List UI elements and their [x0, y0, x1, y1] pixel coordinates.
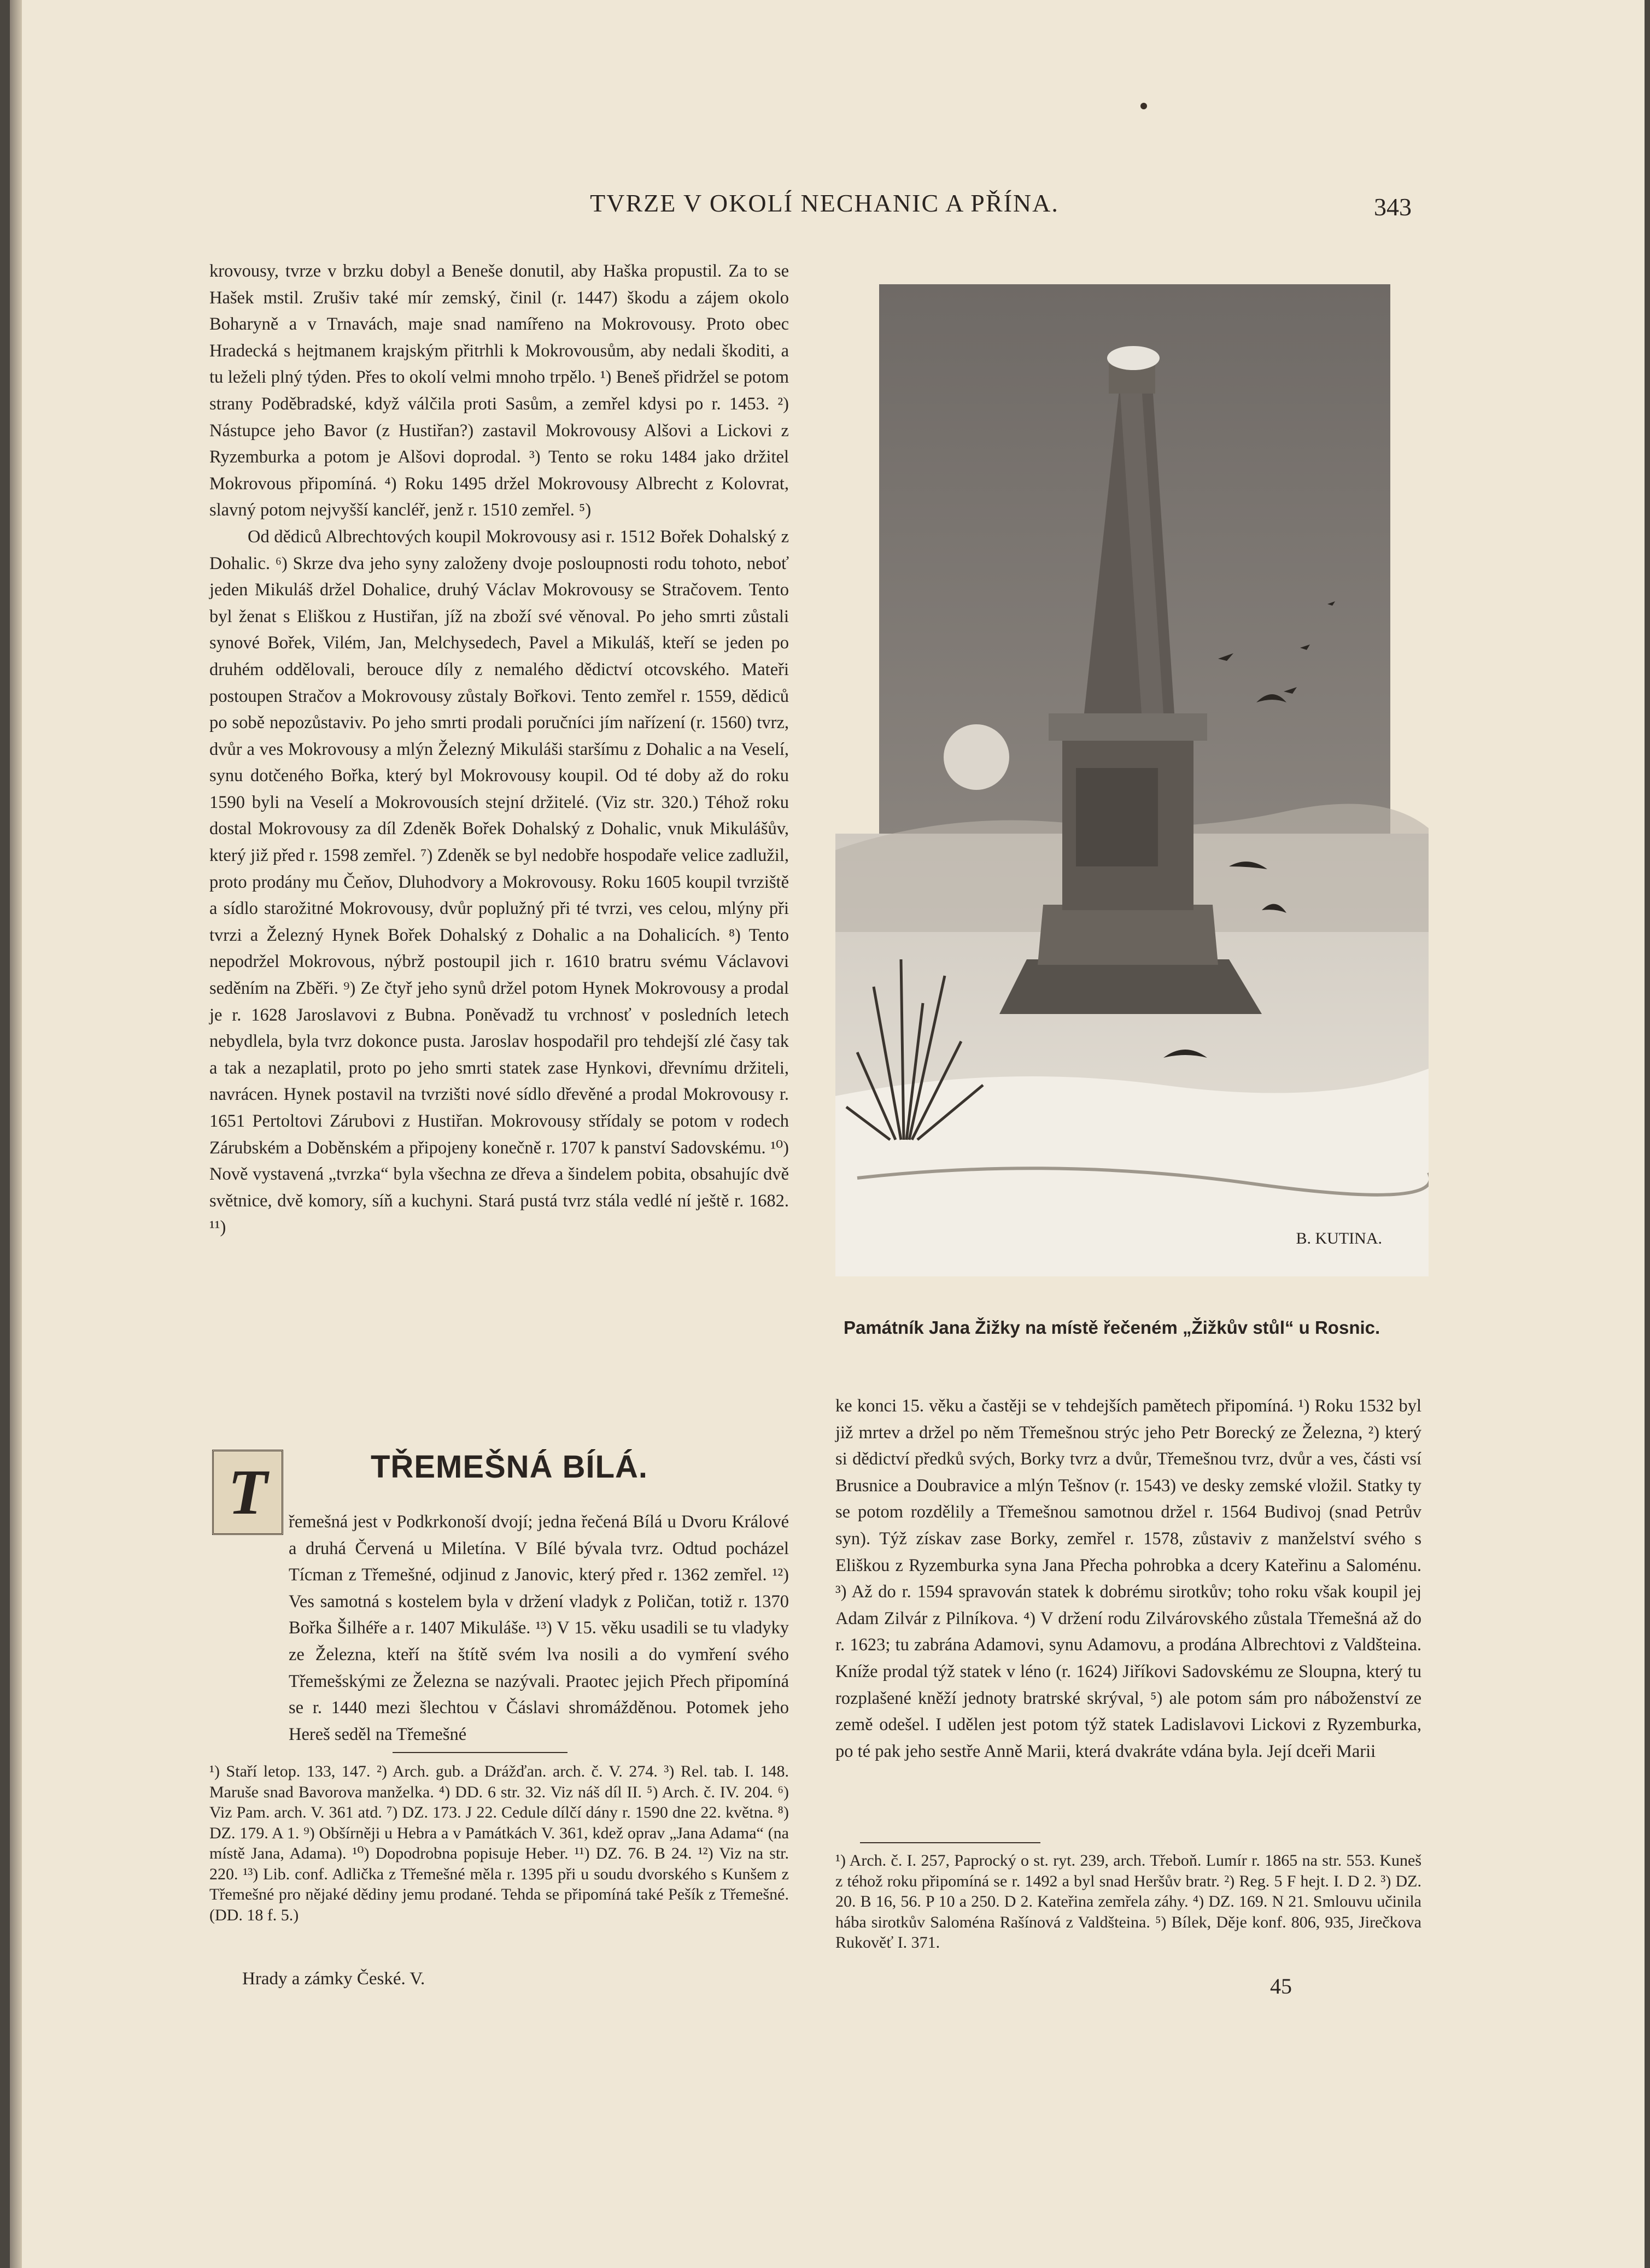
page-number: 343 [1374, 193, 1412, 221]
book-footer: Hrady a zámky České. V. [242, 1969, 425, 1989]
footnote-rule-left [393, 1752, 567, 1753]
right-footnotes: ¹) Arch. č. I. 257, Paprocký o st. ryt. 239, arch. Třeboň. Lumír r. 1865 na str. 553. Kuneš z téhož roku připomíná se r. 1492 a byl snad Heršův bratr. ²) Reg. 5 F hejt. I. D 2. ³) DZ. 20. B 16, 56. P 10 a 250. D 2. Kateřina zemřela záhy. ⁴) DZ. 169. N 21. Smlouvu učinila hába sirotkův Saloména Rašínová z Valdšteina. ⁵) Bílek, Děje konf. 806, 935, Jirečkova Rukověť I. 371. [835, 1851, 1421, 1951]
paragraph-mokrovousy-2: Od dědiců Albrechtových koupil Mokrovousy asi r. 1512 Bořek Dohalský z Dohalic. ⁶) Skrze dva jeho syny založeny dvoje posloupnosti rodu tohoto, neboť jeden Mikuláš držel Dohalice, druhý Václav Mokrovousy se Stračovem. Tento byl ženat s Eliškou z Hustiřan, jíž na zboží své věnoval. Po jeho smrti zůstali synové Bořek, Vilém, Jan, Melchysedech, Pavel a Mikuláš, kteří se jeden po druhém oddělovali, berouce díly z nemalého dědictví otcovského. Mateři postoupen Stračov a Mokrovousy zůstaly Bořkovi. Tento zemřel r. 1559, dědiců po sobě nepozůstaviv. Po jeho smrti prodali poručníci jím nařízení (r. 1560) tvrz, dvůr a ves Mokrovousy a mlýn Železný Mikuláši staršímu z Dohalic a na Veselí, synu dotčeného Bořka, který byl Mokrovousy koupil. Od té doby až do roku 1590 byli na Veselí a Mokrovousích stejní držitelé. (Viz str. 320.) Téhož roku dostal Mokrovousy za díl Zdeněk Bořek Dohalský z Dohalic, vnuk Mikulášův, který již před r. 1598 zemřel. ⁷) Zdeněk se byl nedobře hospodaře velice zadlužil, proto prodány mu Čeňov, Dluhodvory a Mokrovousy. Roku 1605 koupil tvrziště a sídlo starožitné Mokrovousy, dvůr poplužný při té tvrzi, ves celou, mlýny při tvrzi a Železný Hynek Bořek Dohalský z Dohalic a na Dohalicích. ⁸) Tento nepodržel Mokrovous, nýbrž postoupil jich r. 1610 bratru svému Václavovi seděním na Zběři. ⁹) Ze čtyř jeho synů držel potom Hynek Mokrovousy a prodal je r. 1628 Jaroslavovi z Bubna. Poněvadž tu vrchnosť v posledních letech nebydlela, byla tvrz dokonce pusta. Jaroslav hospodařil pro tehdejší zlé časy tak a tak a nezaplatil, proto po jeho smrti statek zase Hynkovi, dřevnímu držiteli, navrácen. Hynek postavil na tvrzišti nové sídlo dřevěné a prodal Mokrovousy r. 1651 Pertoltovi Zárubovi z Hustiřan. Mokrovousy střídaly se potom v rodech Zárubském a Doběnském a připojeny konečně r. 1707 k panství Sadovskému. ¹⁰) Nově vystavená „tvrzka“ byla všechna ze dřeva a šindelem pobita, obsahujíc dvě světnice, dvě komory, síň a kuchyni. Stará pustá tvrz stála vedlé ní ještě r. 1682. ¹¹) [209, 526, 789, 1238]
monument-plinth [999, 959, 1262, 1014]
section-paragraph-wrap [289, 1509, 789, 1748]
right-column-text [835, 1393, 1421, 1765]
ink-speck [1140, 103, 1147, 109]
section-heading: TŘEMEŠNÁ BÍLÁ. [371, 1449, 648, 1485]
paragraph-mokrovousy-1: krovousy, tvrze v brzku dobyl a Beneše donutil, aby Haška propustil. Za to se Hašek mstil. Zrušiv také mír zemský, činil (r. 1447) škodu a zájem okolo Boharyně a v Trnavách, maje snad namířeno na Mokrovousy. Proto obec Hradecká s hejtmanem krajským přitrhli k Mokrovousům, aby nedali škoditi, a tu leželi plný týden. Přes to okolí velmi mnoho trpělo. ¹) Beneš přidržel se potom strany Poděbradské, když válčila proti Sasům, a zemřel kdysi po r. 1453. ²) Nástupce jeho Bavor (z Hustiřan?) zastavil Mokrovousy Alšovi a Lickovi z Ryzemburka a potom je Alšovi doprodal. ³) Tento se roku 1484 jako držitel Mokrovous připomíná. ⁴) Roku 1495 držel Mokrovousy Albrecht z Kolovrat, slavný potom nejvyšší kancléř, jenž r. 1510 zemřel. ⁵) [209, 261, 789, 520]
footnote-rule-right [860, 1842, 1040, 1843]
left-column-text [209, 258, 789, 1241]
artist-signature: B. KUTINA. [1296, 1229, 1382, 1247]
section-paragraph: řemešná jest v Podkrkonoší dvojí; jedna řečená Bílá u Dvoru Králové a druhá Červená u Miletína. V Bílé bývala tvrz. Odtud pocházel Tícman z Třemešné, odjinud z Janovic, který před r. 1362 zemřel. ¹²) Ves samotná s kostelem byla v držení vladyk z Poličan, totiž r. 1370 Bořka Šilhéře a r. 1407 Mikuláše. ¹³) V 15. věku usadili se tu vladyky ze Železna, kteří na štítě svém lva nosili a do vymření svého Třemešskými ze Železna se nazývali. Praotec jejich Přech připomíná se r. 1440 mezi šlechtou v Čáslavi shromážděnou. Potomek jeho Hereš seděl na Třemešné [289, 1512, 789, 1744]
illustration-caption: Památník Jana Žižky na místě řečeném „Žižkův stůl“ u Rosnic. [844, 1317, 1380, 1338]
page-spine [10, 0, 22, 2268]
moon [944, 724, 1009, 790]
monument-illustration [835, 276, 1429, 1306]
right-footnotes-wrap [835, 1850, 1421, 1953]
left-footnotes: ¹) Staří letop. 133, 147. ²) Arch. gub. a Drážďan. arch. č. V. 274. ³) Rel. tab. I. 148. Maruše snad Bavorova manželka. ⁴) DD. 6 str. 32. Viz náš díl II. ⁵) Arch. č. IV. 204. ⁶) Viz Pam. arch. V. 361 atd. ⁷) DZ. 173. J 22. Cedule dílčí dány r. 1590 dne 22. května. ⁸) DZ. 179. A 1. ⁹) Obšírněji u Hebra a v Památkách V. 361, kdež oprav „Jana Adama“ (na místě Jana, Adama). ¹⁰) Dopodrobna popisuje Heber. ¹¹) DZ. 76. B 24. ¹²) Viz na str. 220. ¹³) Lib. conf. Adlička z Třemešné měla r. 1395 při u soudu dvorského s Kunšem z Třemešné pro nějaké dědiny jemu prodané. Tehda se připomíná také Pešík z Třemešné. (DD. 18 f. 5.) [209, 1762, 789, 1924]
left-footnotes-wrap [209, 1761, 789, 1925]
snow-cap [1107, 346, 1160, 370]
dropcap-letter: T [212, 1450, 283, 1535]
paragraph-tremesna: ke konci 15. věku a častěji se v tehdejších pamětech připomíná. ¹) Roku 1532 byl již mrtev a držel po něm Třemešnou strýc jeho Petr Borecký ze Železna, ²) který si dědictví předků svých, Borky tvrz a dvůr, Třemešnou tvrz, dvůr a ves, části vsí Brusnice a Doubravice a mlýn Tešnov (r. 1543) ve desky zemské vložil. Statky ty se potom rozdělily a Třemešnou samotnou držel r. 1564 Budivoj (snad Petrův syn). Týž získav zase Borky, zemřel r. 1578, zůstaviv z manželství svého s Eliškou z Ryzemburka syna Jana Přecha pohrobka a dcery Kateřinu a Saloménu. ³) Až do r. 1594 spravován statek k dobrému sirotkův; toho roku však koupil jej Adam Zilvár z Pilníkova. ⁴) V držení rodu Zilvárovského zůstala Třemešná až do r. 1623; tu zabrána Adamovi, synu Adamovu, a prodána Albrechtovi z Valdšteina. Kníže prodal týž statek v léno (r. 1624) Jiříkovi Sadovskému ze Sloupna, který tu rozplašené kněží jednoty bratrské skrýval, ⁵) ale potom sám pro náboženství ze země odešel. I udělen jest potom týž statek Ladislavovi Lickovi z Ryzemburka, po té pak jeho sestře Anně Marii, která dvakráte vdána byla. Její dceři Marii [835, 1396, 1421, 1761]
running-header-title: TVRZE V OKOLÍ NECHANIC A PŘÍNA. [590, 189, 1059, 217]
sheet-number: 45 [1270, 1974, 1292, 1999]
book-page [10, 0, 1645, 2268]
